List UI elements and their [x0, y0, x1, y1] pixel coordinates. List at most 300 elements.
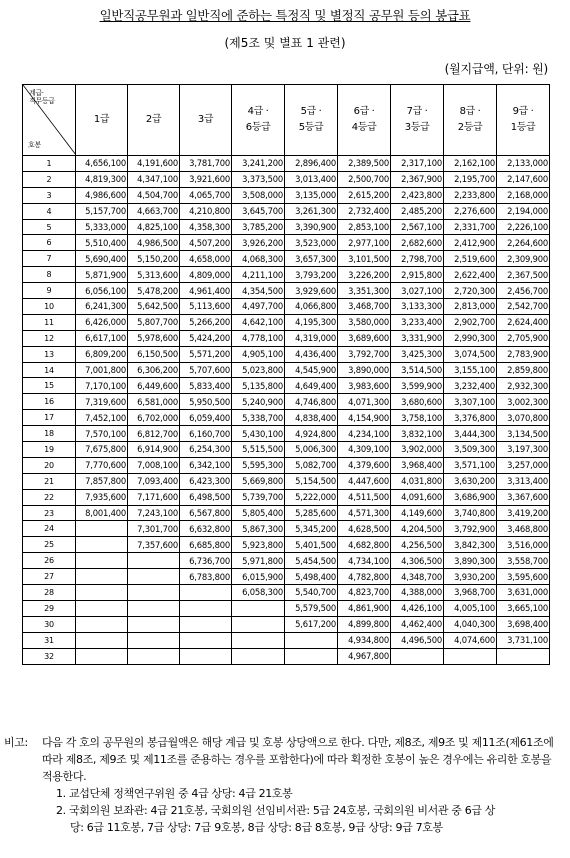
salary-cell: 2,162,100	[444, 156, 497, 172]
table-row	[23, 473, 550, 489]
salary-cell: 4,462,400	[391, 616, 444, 632]
salary-cell: 5,313,600	[128, 267, 180, 283]
salary-cell: 2,990,300	[444, 330, 497, 346]
salary-cell: 7,001,800	[76, 362, 128, 378]
salary-cell: 4,861,900	[338, 600, 391, 616]
salary-cell: 5,617,200	[285, 616, 338, 632]
salary-cell: 5,135,800	[232, 378, 285, 394]
salary-cell: 7,301,700	[128, 521, 180, 537]
salary-cell: 2,367,900	[391, 171, 444, 187]
grade-header: 5급 · 5등급	[285, 85, 338, 156]
step-cell: 12	[23, 330, 76, 346]
salary-cell: 4,838,400	[285, 410, 338, 426]
salary-cell: 6,685,800	[180, 537, 232, 553]
salary-cell	[232, 648, 285, 664]
table-row	[23, 410, 550, 426]
salary-cell: 4,191,600	[128, 156, 180, 172]
salary-cell: 6,632,800	[180, 521, 232, 537]
salary-cell: 4,656,100	[76, 156, 128, 172]
salary-cell: 2,168,000	[497, 187, 550, 203]
step-cell: 23	[23, 505, 76, 521]
salary-cell: 2,813,000	[444, 299, 497, 315]
salary-cell: 4,507,200	[180, 235, 232, 251]
salary-cell	[180, 632, 232, 648]
salary-cell	[128, 616, 180, 632]
salary-cell: 4,905,100	[232, 346, 285, 362]
step-cell: 18	[23, 426, 76, 442]
step-cell: 32	[23, 648, 76, 664]
table-row	[23, 537, 550, 553]
salary-cell: 6,241,300	[76, 299, 128, 315]
salary-cell: 3,233,400	[391, 314, 444, 330]
salary-cell: 2,624,400	[497, 314, 550, 330]
table-row	[23, 394, 550, 410]
salary-cell: 3,261,300	[285, 203, 338, 219]
salary-cell	[76, 648, 128, 664]
table-row	[23, 283, 550, 299]
salary-cell: 3,740,800	[444, 505, 497, 521]
salary-cell: 3,680,600	[391, 394, 444, 410]
salary-cell: 3,197,300	[497, 442, 550, 458]
salary-cell	[285, 632, 338, 648]
salary-cell: 3,890,000	[338, 362, 391, 378]
salary-cell: 2,705,900	[497, 330, 550, 346]
salary-cell	[232, 600, 285, 616]
salary-cell	[76, 632, 128, 648]
salary-cell: 4,256,500	[391, 537, 444, 553]
salary-cell: 3,027,100	[391, 283, 444, 299]
salary-cell: 4,986,600	[76, 187, 128, 203]
salary-cell: 6,426,000	[76, 314, 128, 330]
salary-cell: 5,805,400	[232, 505, 285, 521]
salary-cell: 4,031,800	[391, 473, 444, 489]
salary-cell: 2,276,600	[444, 203, 497, 219]
salary-cell: 2,423,800	[391, 187, 444, 203]
salary-cell: 2,732,400	[338, 203, 391, 219]
salary-cell: 3,792,900	[444, 521, 497, 537]
corner-label-step: 호봉	[28, 141, 41, 149]
salary-cell: 6,015,900	[232, 569, 285, 585]
salary-cell: 5,430,100	[232, 426, 285, 442]
salary-cell: 5,285,600	[285, 505, 338, 521]
salary-cell: 5,971,800	[232, 553, 285, 569]
step-cell: 21	[23, 473, 76, 489]
salary-cell: 8,001,400	[76, 505, 128, 521]
salary-cell: 3,842,300	[444, 537, 497, 553]
salary-cell: 3,792,700	[338, 346, 391, 362]
grade-header: 1급	[76, 85, 128, 156]
salary-cell: 6,059,400	[180, 410, 232, 426]
salary-cell	[285, 648, 338, 664]
salary-cell: 2,133,000	[497, 156, 550, 172]
salary-cell: 5,540,700	[285, 585, 338, 601]
salary-cell: 6,914,900	[128, 442, 180, 458]
salary-cell	[128, 553, 180, 569]
salary-cell: 6,581,000	[128, 394, 180, 410]
salary-cell: 5,006,300	[285, 442, 338, 458]
salary-cell: 4,005,100	[444, 600, 497, 616]
salary-cell: 3,232,400	[444, 378, 497, 394]
salary-cell: 5,345,200	[285, 521, 338, 537]
salary-cell: 2,783,900	[497, 346, 550, 362]
salary-cell: 3,665,100	[497, 600, 550, 616]
step-cell: 14	[23, 362, 76, 378]
salary-cell: 3,373,500	[232, 171, 285, 187]
salary-cell: 5,454,500	[285, 553, 338, 569]
salary-cell: 7,570,100	[76, 426, 128, 442]
step-cell: 15	[23, 378, 76, 394]
salary-cell: 2,932,300	[497, 378, 550, 394]
salary-cell	[180, 648, 232, 664]
grade-header: 6급 · 4등급	[338, 85, 391, 156]
salary-cell: 3,070,800	[497, 410, 550, 426]
table-row	[23, 235, 550, 251]
salary-cell: 2,615,200	[338, 187, 391, 203]
salary-cell: 3,983,600	[338, 378, 391, 394]
salary-cell: 2,367,500	[497, 267, 550, 283]
salary-cell: 3,002,300	[497, 394, 550, 410]
salary-cell: 3,101,500	[338, 251, 391, 267]
salary-cell: 6,736,700	[180, 553, 232, 569]
salary-cell: 3,376,800	[444, 410, 497, 426]
salary-cell: 6,058,300	[232, 585, 285, 601]
salary-cell: 3,968,400	[391, 457, 444, 473]
grade-header: 3급	[180, 85, 232, 156]
salary-cell: 5,478,200	[128, 283, 180, 299]
salary-cell	[76, 521, 128, 537]
salary-cell: 3,133,300	[391, 299, 444, 315]
salary-cell: 2,682,600	[391, 235, 444, 251]
salary-cell: 4,961,400	[180, 283, 232, 299]
salary-cell: 3,793,200	[285, 267, 338, 283]
salary-cell: 6,567,800	[180, 505, 232, 521]
corner-label-grade: 계급· 직무등급	[29, 89, 55, 105]
salary-cell: 5,642,500	[128, 299, 180, 315]
salary-cell: 4,628,500	[338, 521, 391, 537]
salary-cell: 3,785,200	[232, 219, 285, 235]
notes-main: 다음 각 호의 공무원의 봉급월액은 해당 계급 및 호봉 상당액으로 한다. 다만, 제8조, 제9조 및 제11조(제61조에 따라 제8조, 제9조 및 제11조를 준용하는 경우를 포함한다)에 따라 획정한 호봉이 높은 경우에는 유리한 호봉을 적용한다.	[42, 736, 554, 783]
salary-cell: 4,204,500	[391, 521, 444, 537]
page-title: 일반직공무원과 일반직에 준하는 특정직 및 별정직 공무원 등의 봉급표	[99, 8, 471, 23]
step-cell: 27	[23, 569, 76, 585]
table-row	[23, 251, 550, 267]
salary-cell: 5,082,700	[285, 457, 338, 473]
salary-cell: 4,899,800	[338, 616, 391, 632]
salary-cell: 6,812,700	[128, 426, 180, 442]
salary-cell	[128, 632, 180, 648]
salary-cell: 5,498,400	[285, 569, 338, 585]
salary-cell	[76, 537, 128, 553]
salary-cell: 3,074,500	[444, 346, 497, 362]
salary-cell: 7,357,600	[128, 537, 180, 553]
salary-cell	[232, 616, 285, 632]
salary-cell: 3,571,100	[444, 457, 497, 473]
salary-cell: 5,154,500	[285, 473, 338, 489]
salary-cell: 5,595,300	[232, 457, 285, 473]
salary-cell: 5,739,700	[232, 489, 285, 505]
salary-cell: 7,170,100	[76, 378, 128, 394]
salary-cell: 4,782,800	[338, 569, 391, 585]
step-cell: 2	[23, 171, 76, 187]
salary-cell: 2,389,500	[338, 156, 391, 172]
table-row	[23, 378, 550, 394]
salary-cell: 4,348,700	[391, 569, 444, 585]
salary-cell: 5,807,700	[128, 314, 180, 330]
salary-cell: 4,924,800	[285, 426, 338, 442]
salary-cell: 4,658,000	[180, 251, 232, 267]
step-cell: 20	[23, 457, 76, 473]
step-cell: 26	[23, 553, 76, 569]
salary-cell: 3,155,100	[444, 362, 497, 378]
step-cell: 13	[23, 346, 76, 362]
salary-cell: 2,567,100	[391, 219, 444, 235]
salary-cell: 6,150,500	[128, 346, 180, 362]
salary-cell: 7,093,400	[128, 473, 180, 489]
salary-cell: 4,354,500	[232, 283, 285, 299]
salary-cell: 2,720,300	[444, 283, 497, 299]
salary-cell: 4,068,300	[232, 251, 285, 267]
salary-cell: 2,226,100	[497, 219, 550, 235]
salary-cell	[128, 569, 180, 585]
grade-header: 2급	[128, 85, 180, 156]
salary-cell: 4,065,700	[180, 187, 232, 203]
salary-cell: 2,500,700	[338, 171, 391, 187]
salary-cell: 7,319,600	[76, 394, 128, 410]
salary-cell: 4,934,800	[338, 632, 391, 648]
salary-cell: 3,890,300	[444, 553, 497, 569]
table-row	[23, 203, 550, 219]
salary-cell: 3,508,000	[232, 187, 285, 203]
salary-cell: 2,977,100	[338, 235, 391, 251]
salary-cell: 4,358,300	[180, 219, 232, 235]
header-row	[23, 85, 550, 156]
salary-cell: 5,424,200	[180, 330, 232, 346]
salary-cell: 2,896,400	[285, 156, 338, 172]
salary-cell: 6,809,200	[76, 346, 128, 362]
salary-cell: 3,468,800	[497, 521, 550, 537]
corner-cell	[23, 85, 76, 156]
salary-cell: 3,444,300	[444, 426, 497, 442]
salary-cell: 4,571,300	[338, 505, 391, 521]
salary-cell: 2,264,600	[497, 235, 550, 251]
grade-header: 8급 · 2등급	[444, 85, 497, 156]
salary-cell: 2,147,600	[497, 171, 550, 187]
salary-cell: 3,731,100	[497, 632, 550, 648]
salary-cell	[76, 600, 128, 616]
salary-cell: 6,254,300	[180, 442, 232, 458]
notes-item-2-line1: 2. 국회의원 보좌관: 4급 21호봉, 국회의원 선임비서관: 5급 24호봉, 국회의원 비서관 중 6급 상	[56, 804, 496, 817]
salary-cell: 4,436,400	[285, 346, 338, 362]
salary-cell: 6,617,100	[76, 330, 128, 346]
salary-cell	[180, 585, 232, 601]
salary-cell: 4,746,800	[285, 394, 338, 410]
table-row	[23, 585, 550, 601]
salary-cell: 4,319,000	[285, 330, 338, 346]
salary-cell: 5,669,800	[232, 473, 285, 489]
salary-cell: 4,091,600	[391, 489, 444, 505]
salary-cell: 5,707,600	[180, 362, 232, 378]
step-cell: 8	[23, 267, 76, 283]
salary-cell: 4,778,100	[232, 330, 285, 346]
salary-cell: 4,504,700	[128, 187, 180, 203]
table-row	[23, 346, 550, 362]
table-row	[23, 219, 550, 235]
salary-cell	[76, 585, 128, 601]
salary-cell: 3,331,900	[391, 330, 444, 346]
salary-cell: 3,926,200	[232, 235, 285, 251]
grade-header: 9급 · 1등급	[497, 85, 550, 156]
salary-cell: 5,833,400	[180, 378, 232, 394]
salary-cell: 4,210,800	[180, 203, 232, 219]
salary-cell	[128, 600, 180, 616]
salary-cell: 3,645,700	[232, 203, 285, 219]
step-cell: 5	[23, 219, 76, 235]
salary-cell: 2,485,200	[391, 203, 444, 219]
table-row	[23, 362, 550, 378]
step-cell: 24	[23, 521, 76, 537]
salary-cell: 2,194,000	[497, 203, 550, 219]
salary-cell	[128, 585, 180, 601]
salary-cell: 2,309,900	[497, 251, 550, 267]
unit-note: (월지급액, 단위: 원)	[444, 62, 548, 76]
table-row	[23, 457, 550, 473]
salary-cell: 3,351,300	[338, 283, 391, 299]
salary-cell: 2,195,700	[444, 171, 497, 187]
salary-cell: 4,809,000	[180, 267, 232, 283]
salary-cell	[497, 648, 550, 664]
salary-cell: 4,497,700	[232, 299, 285, 315]
salary-cell: 5,510,400	[76, 235, 128, 251]
salary-cell: 4,306,500	[391, 553, 444, 569]
salary-cell: 5,515,500	[232, 442, 285, 458]
salary-cell: 5,571,200	[180, 346, 232, 362]
salary-cell: 3,968,700	[444, 585, 497, 601]
salary-cell: 3,929,600	[285, 283, 338, 299]
salary-cell: 4,447,600	[338, 473, 391, 489]
salary-cell	[76, 569, 128, 585]
step-cell: 9	[23, 283, 76, 299]
salary-cell: 3,698,400	[497, 616, 550, 632]
salary-cell: 5,978,600	[128, 330, 180, 346]
table-row	[23, 505, 550, 521]
step-cell: 7	[23, 251, 76, 267]
step-cell: 10	[23, 299, 76, 315]
salary-cell: 2,233,800	[444, 187, 497, 203]
salary-cell: 7,857,800	[76, 473, 128, 489]
salary-cell: 3,902,000	[391, 442, 444, 458]
salary-cell: 2,902,700	[444, 314, 497, 330]
step-cell: 30	[23, 616, 76, 632]
salary-cell: 3,758,100	[391, 410, 444, 426]
salary-cell: 3,523,000	[285, 235, 338, 251]
salary-cell: 3,595,600	[497, 569, 550, 585]
salary-cell	[180, 616, 232, 632]
step-cell: 31	[23, 632, 76, 648]
salary-cell: 4,066,800	[285, 299, 338, 315]
table-row	[23, 616, 550, 632]
salary-cell: 5,690,400	[76, 251, 128, 267]
table-row	[23, 314, 550, 330]
salary-cell: 4,734,100	[338, 553, 391, 569]
salary-cell: 6,056,100	[76, 283, 128, 299]
table-row	[23, 553, 550, 569]
table-row	[23, 632, 550, 648]
salary-cell: 4,195,300	[285, 314, 338, 330]
notes-item-1: 1. 교섭단체 정책연구위원 중 4급 상당: 4급 21호봉	[56, 787, 293, 800]
salary-cell	[76, 616, 128, 632]
step-cell: 29	[23, 600, 76, 616]
salary-cell: 4,825,100	[128, 219, 180, 235]
salary-cell: 4,074,600	[444, 632, 497, 648]
salary-cell	[76, 553, 128, 569]
table-row	[23, 648, 550, 664]
step-cell: 19	[23, 442, 76, 458]
step-cell: 25	[23, 537, 76, 553]
salary-cell: 3,689,600	[338, 330, 391, 346]
salary-cell: 3,930,200	[444, 569, 497, 585]
salary-cell: 2,622,400	[444, 267, 497, 283]
salary-cell: 2,853,100	[338, 219, 391, 235]
salary-cell: 2,798,700	[391, 251, 444, 267]
salary-cell: 5,871,900	[76, 267, 128, 283]
salary-cell: 3,425,300	[391, 346, 444, 362]
salary-cell: 4,388,000	[391, 585, 444, 601]
step-cell: 4	[23, 203, 76, 219]
table-row	[23, 299, 550, 315]
table-row	[23, 267, 550, 283]
salary-cell: 3,468,700	[338, 299, 391, 315]
salary-cell	[128, 648, 180, 664]
table-row	[23, 330, 550, 346]
notes-item-2	[4, 802, 564, 836]
table-row	[23, 426, 550, 442]
salary-cell: 3,135,000	[285, 187, 338, 203]
table-row	[23, 521, 550, 537]
salary-cell: 7,008,100	[128, 457, 180, 473]
salary-cell: 4,511,500	[338, 489, 391, 505]
step-cell: 3	[23, 187, 76, 203]
grade-header: 7급 · 3등급	[391, 85, 444, 156]
salary-cell: 5,923,800	[232, 537, 285, 553]
salary-cell: 2,542,700	[497, 299, 550, 315]
salary-cell	[391, 648, 444, 664]
salary-cell: 5,023,800	[232, 362, 285, 378]
salary-cell: 4,819,300	[76, 171, 128, 187]
table-row	[23, 569, 550, 585]
salary-cell: 3,390,900	[285, 219, 338, 235]
salary-cell: 5,950,500	[180, 394, 232, 410]
table-row	[23, 156, 550, 172]
table-row	[23, 489, 550, 505]
salary-cell	[444, 648, 497, 664]
notes-label: 비고:	[4, 736, 28, 749]
salary-cell: 4,823,700	[338, 585, 391, 601]
salary-cell: 4,986,500	[128, 235, 180, 251]
salary-cell: 3,509,300	[444, 442, 497, 458]
salary-cell: 4,309,100	[338, 442, 391, 458]
salary-cell: 4,642,100	[232, 314, 285, 330]
notes-item-2-line2: 당: 6급 11호봉, 7급 상당: 7급 9호봉, 8급 상당: 8급 8호봉, 9급 상당: 9급 7호봉	[70, 821, 443, 834]
table-row	[23, 171, 550, 187]
salary-cell: 6,160,700	[180, 426, 232, 442]
salary-cell: 5,333,000	[76, 219, 128, 235]
salary-cell: 6,342,100	[180, 457, 232, 473]
salary-cell: 3,781,700	[180, 156, 232, 172]
salary-cell: 5,240,900	[232, 394, 285, 410]
salary-cell: 3,307,100	[444, 394, 497, 410]
step-cell: 17	[23, 410, 76, 426]
salary-cell: 5,266,200	[180, 314, 232, 330]
